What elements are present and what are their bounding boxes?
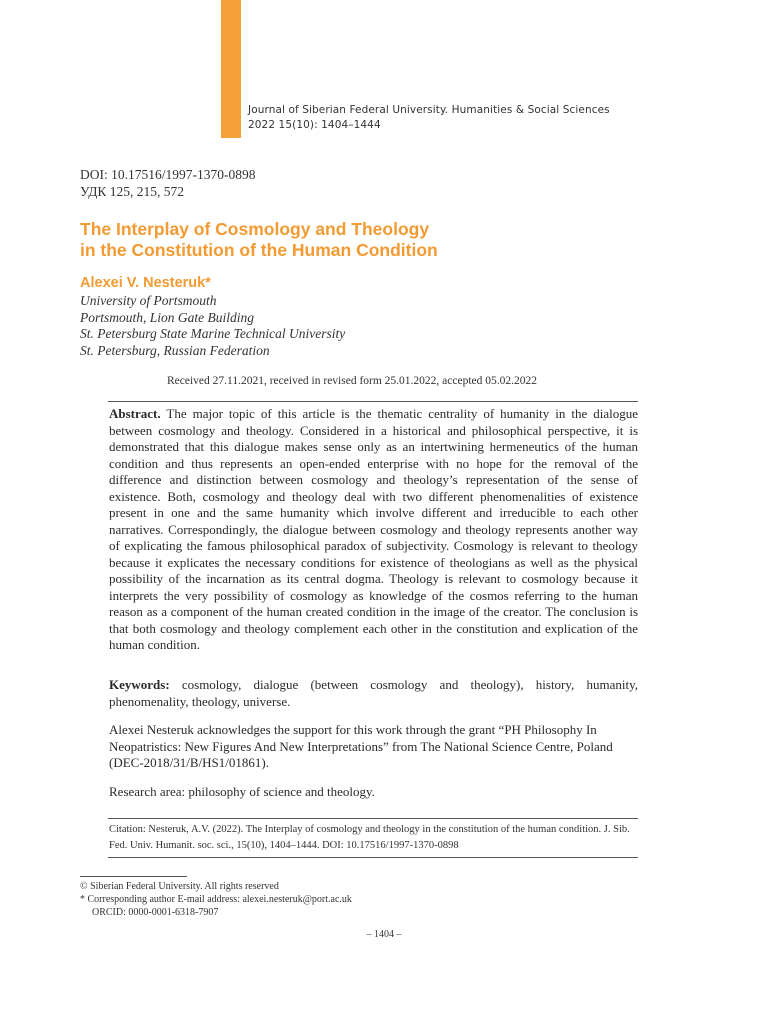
keywords-text: cosmology, dialogue (between cosmology and theology), history, humanity, phenomenality, theology, universe. <box>109 677 638 709</box>
abstract-text: The major topic of this article is the thematic centrality of humanity in the dialogue between cosmology and theology. Considered in a historical and philosophical perspective, it is demonstrated that this dialogue makes sense only as an intertwining hermeneutics of the human condition and thus represents an open-ended enterprise with no hope for the removal of the difference and distinction between cosmology and theology’s representation of the sense of existence. Both, cosmology and theology deal with two different phenomenalities of existence present in one and the same humanity which involve different and irreducible to each other narratives. Correspondingly, the dialogue between cosmology and theology represents another way of explicating the famous philosophical paradox of subjectivity. Cosmology is relevant to theology because it explicates the necessary conditions for existence of theologians as well as the physical possibility of the incarnation as its central dogma. Theology is relevant to cosmology because it interprets the very possibility of cosmology as knowledge of the cosmos referring to the human reason as a component of the human created condition in the image of the creator. The conclusion is that both cosmology and theology complement each other in the constitution and explication of the human condition. <box>109 406 638 652</box>
abstract-label: Abstract. <box>109 406 161 421</box>
orcid-note: ORCID: 0000-0001-6318-7907 <box>92 907 219 918</box>
affiliations <box>80 293 345 359</box>
title-line-1: The Interplay of Cosmology and Theology <box>80 219 430 239</box>
abstract <box>109 406 638 654</box>
acknowledgement: Alexei Nesteruk acknowledges the support for this work through the grant “PH Philosophy In Neopatristics: New Figures And New Interpretations” from The National Science Centre, Poland (DEC-2018/31/B/HS1/01861). <box>109 722 613 770</box>
received-dates: Received 27.11.2021, received in revised form 25.01.2022, accepted 05.02.2022 <box>167 375 538 387</box>
journal-name: Journal of Siberian Federal University. Humanities & Social Sciences <box>248 104 610 116</box>
copyright-note: © Siberian Federal University. All rights reserved <box>80 881 279 892</box>
footnotes <box>80 880 352 919</box>
citation: Citation: Nesteruk, A.V. (2022). The Interplay of cosmology and theology in the constitution of the human condition. J. Sib. Fed. Univ. Humanit. soc. sci., 15(10), 1404–1444. DOI: 10.17516/1997-1370-0898 <box>109 824 630 851</box>
corresponding-author-note[interactable]: * Corresponding author E-mail address: alexei.nesteruk@port.ac.uk <box>80 894 352 905</box>
journal-issue: 2022 15(10): 1404–1444 <box>248 119 381 131</box>
affiliation-line: St. Petersburg, Russian Federation <box>80 342 270 358</box>
title-line-2: in the Constitution of the Human Condition <box>80 240 438 260</box>
citation-top-rule <box>108 818 638 819</box>
accent-bar <box>221 0 241 138</box>
affiliation-line: St. Petersburg State Marine Technical University <box>80 326 346 341</box>
author-name: Alexei V. Nesteruk* <box>80 275 211 291</box>
doi[interactable]: DOI: 10.17516/1997-1370-0898 <box>80 167 256 182</box>
article-title <box>80 219 438 261</box>
footnote-rule <box>80 876 187 877</box>
keywords <box>109 677 638 710</box>
journal-header <box>248 103 610 133</box>
affiliation-line: Portsmouth, Lion Gate Building <box>80 309 255 325</box>
page-number: – 1404 – <box>366 929 402 940</box>
udk: УДК 125, 215, 572 <box>80 184 185 199</box>
research-area: Research area: philosophy of science and theology. <box>109 784 375 799</box>
keywords-label: Keywords: <box>109 677 170 692</box>
abstract-top-rule <box>108 401 638 402</box>
affiliation-line: University of Portsmouth <box>80 293 217 308</box>
citation-bottom-rule <box>108 857 638 858</box>
identifiers <box>80 166 256 200</box>
